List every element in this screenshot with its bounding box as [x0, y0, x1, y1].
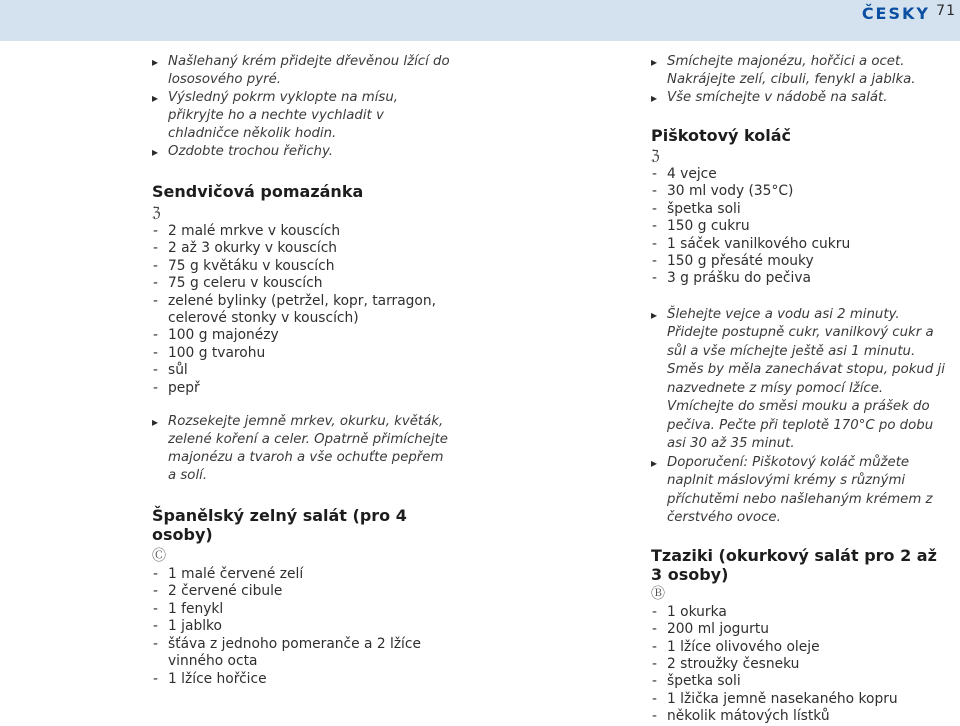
recipe-steps — [651, 306, 951, 528]
instruction-step: ▸ Ozdobte trochou řeřichy. — [152, 143, 452, 161]
left-column — [152, 53, 452, 688]
recipe-title: Španělský zelný salát (pro 4 osoby) — [152, 506, 407, 545]
ingredient-item: - 100 g tvarohu — [152, 345, 452, 362]
page-number: 71 — [936, 3, 956, 19]
ingredient-item: - pepř — [152, 380, 452, 397]
recipe-steps — [152, 413, 452, 485]
ingredient-item: - 1 lžíce hořčice — [152, 671, 452, 688]
ingredient-list — [152, 566, 452, 688]
ingredient-list — [651, 604, 951, 726]
ingredient-item: - 1 jablko — [152, 618, 452, 635]
ingredient-item: - 200 ml jogurtu — [651, 621, 951, 638]
ingredient-item: - 2 malé mrkve v kouscích — [152, 223, 452, 240]
ingredient-item: - 1 lžíce olivového oleje — [651, 639, 951, 656]
accessory-icon: Ⓑ — [651, 585, 665, 602]
ingredient-list — [651, 166, 951, 288]
recipe-title: Piškotový koláč — [651, 126, 791, 145]
instruction-step: ▸ Rozsekejte jemně mrkev, okurku, květák, zelené koření a celer. Opatrně přimíchejte majonézu a tvaroh a vše ochuťte pepřem a solí. — [152, 413, 452, 485]
ingredient-item: - 75 g květáku v kouscích — [152, 258, 452, 275]
ingredient-item: - 2 červené cibule — [152, 583, 452, 600]
ingredient-item: - 100 g majonézy — [152, 327, 452, 344]
page-header-bar — [0, 0, 960, 41]
ingredient-item: - 1 sáček vanilkového cukru — [651, 236, 951, 253]
language-label: ČESKY — [861, 4, 930, 23]
ingredient-list — [152, 223, 452, 397]
instruction-step: ▸ Doporučení: Piškotový koláč můžete naplnit máslovými krémy s různými příchutěmi nebo našlehaným krémem z čerstvého ovoce. — [651, 454, 951, 528]
ingredient-item: - špetka soli — [651, 201, 951, 218]
ingredient-item: - 4 vejce — [651, 166, 951, 183]
ingredient-item: - sůl — [152, 362, 452, 379]
ingredient-item: - 3 g prášku do pečiva — [651, 270, 951, 287]
accessory-icon: ℨ — [152, 205, 161, 221]
ingredient-item: - několik mátových lístků — [651, 708, 951, 725]
ingredient-item: - 150 g cukru — [651, 218, 951, 235]
recipe-title: Sendvičová pomazánka — [152, 182, 364, 201]
ingredient-item: - 1 malé červené zelí — [152, 566, 452, 583]
accessory-icon: Ⓒ — [152, 548, 166, 565]
recipe-tzaziki — [651, 546, 951, 726]
intro-steps-left — [152, 53, 452, 161]
accessory-icon: ℨ — [651, 148, 660, 164]
recipe-title: Tzaziki (okurkový salát pro 2 až 3 osoby) — [651, 545, 937, 584]
ingredient-item: - 75 g celeru v kouscích — [152, 275, 452, 292]
ingredient-item: - 2 stroužky česneku — [651, 656, 951, 673]
recipe-spanelsky-zelny-salat — [152, 506, 452, 688]
recipe-piskotovy-kolac — [651, 126, 951, 528]
ingredient-item: - špetka soli — [651, 673, 951, 690]
ingredient-item: - 2 až 3 okurky v kouscích — [152, 240, 452, 257]
instruction-step: ▸ Smíchejte majonézu, hořčici a ocet. Nakrájejte zelí, cibuli, fenykl a jablka. — [651, 53, 951, 89]
intro-steps-right — [651, 53, 951, 107]
ingredient-item: - 1 fenykl — [152, 601, 452, 618]
ingredient-item: - 30 ml vody (35°C) — [651, 183, 951, 200]
instruction-step: ▸ Šlehejte vejce a vodu asi 2 minuty. Přidejte postupně cukr, vanilkový cukr a sůl a vše míchejte ještě asi 1 minutu. Směs by měla zanechávat stopu, pokud ji nazvednete z mísy pomocí lžíce. Vmíchejte do směsi mouku a prášek do pečiva. Pečte při teplotě 170°C po dobu asi 30 až 35 minut. — [651, 306, 951, 454]
ingredient-item: - šťáva z jednoho pomeranče a 2 lžíce vinného octa — [152, 636, 452, 671]
instruction-step: ▸ Našlehaný krém přidejte dřevěnou lžící do lososového pyré. — [152, 53, 452, 89]
ingredient-item: - 1 lžička jemně nasekaného kopru — [651, 691, 951, 708]
right-column — [651, 53, 951, 726]
ingredient-item: - zelené bylinky (petržel, kopr, tarragon, celerové stonky v kouscích) — [152, 293, 452, 328]
ingredient-item: - 1 okurka — [651, 604, 951, 621]
instruction-step: ▸ Výsledný pokrm vyklopte na mísu, přikryjte ho a nechte vychladit v chladničce několik hodin. — [152, 89, 452, 143]
ingredient-item: - 150 g přesáté mouky — [651, 253, 951, 270]
recipe-sendvicova-pomazanka — [152, 182, 452, 485]
instruction-step: ▸ Vše smíchejte v nádobě na salát. — [651, 89, 951, 107]
